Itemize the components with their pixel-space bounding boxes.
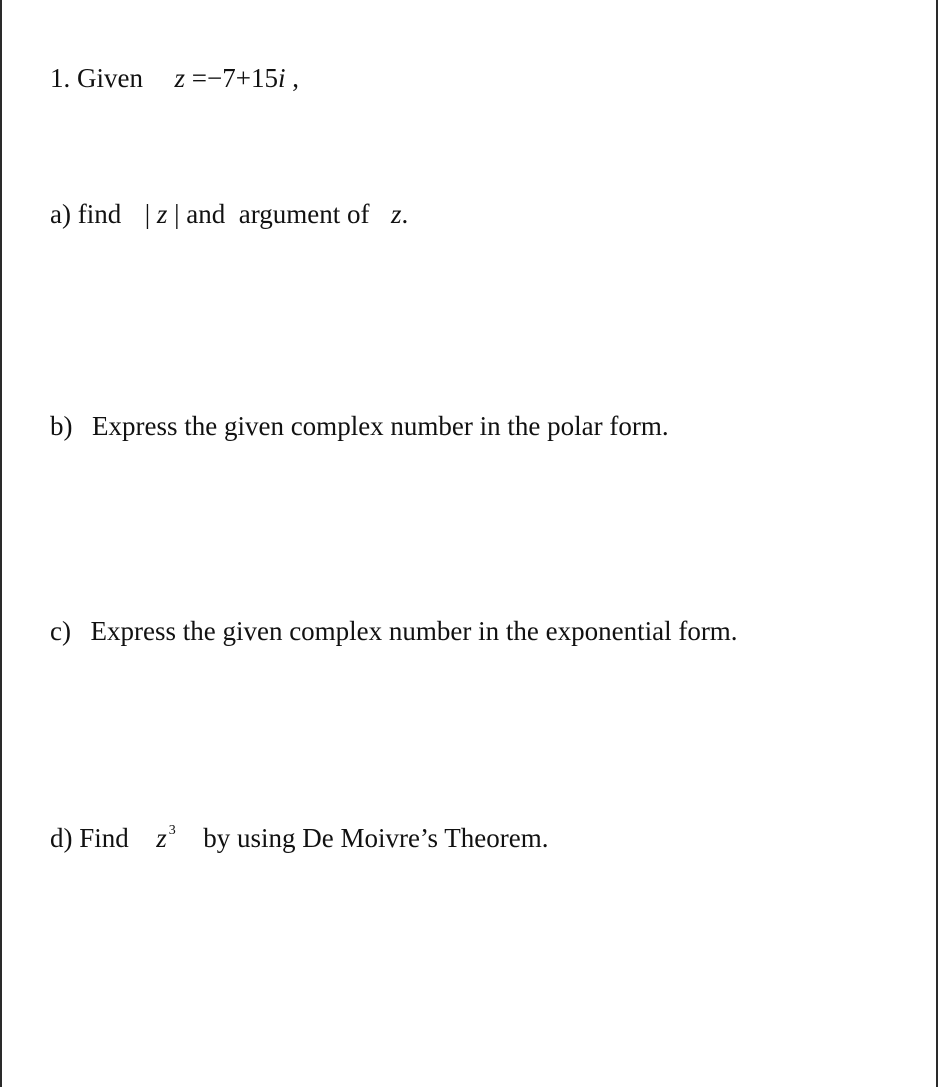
part-a-mid-text: and argument of <box>186 199 370 229</box>
part-c-label: c) <box>50 616 71 646</box>
given-equation <box>174 63 298 93</box>
equation-imag: i <box>277 63 286 93</box>
z-cubed <box>156 823 182 853</box>
part-d-var: z <box>156 823 167 853</box>
part-a-end: . <box>401 199 409 229</box>
part-b-line <box>50 410 669 442</box>
part-a-line <box>50 198 408 230</box>
equation-expr: −7+15 <box>206 63 278 93</box>
part-d-exponent: 3 <box>168 823 176 838</box>
question-1-line <box>50 62 299 94</box>
part-c-line <box>50 615 738 647</box>
page-border-left <box>0 0 2 1087</box>
question-number: 1. <box>50 63 71 93</box>
abs-open: | <box>144 199 151 229</box>
abs-close: | <box>174 199 180 229</box>
equation-equals: = <box>191 63 207 93</box>
part-d-text: by using De Moivre’s Theorem. <box>203 823 549 853</box>
part-b-label: b) <box>50 411 73 441</box>
part-a-label: a) find <box>50 199 122 229</box>
abs-z <box>145 199 187 229</box>
part-d-label: d) Find <box>50 823 129 853</box>
equation-var: z <box>174 63 185 93</box>
part-c-text: Express the given complex number in the exponential form. <box>90 616 738 646</box>
part-b-text: Express the given complex number in the polar form. <box>92 411 669 441</box>
part-a-var: z <box>391 199 402 229</box>
equation-trail: , <box>292 63 299 93</box>
given-label: Given <box>77 63 143 93</box>
abs-var: z <box>156 199 168 229</box>
part-d-line <box>50 822 548 860</box>
